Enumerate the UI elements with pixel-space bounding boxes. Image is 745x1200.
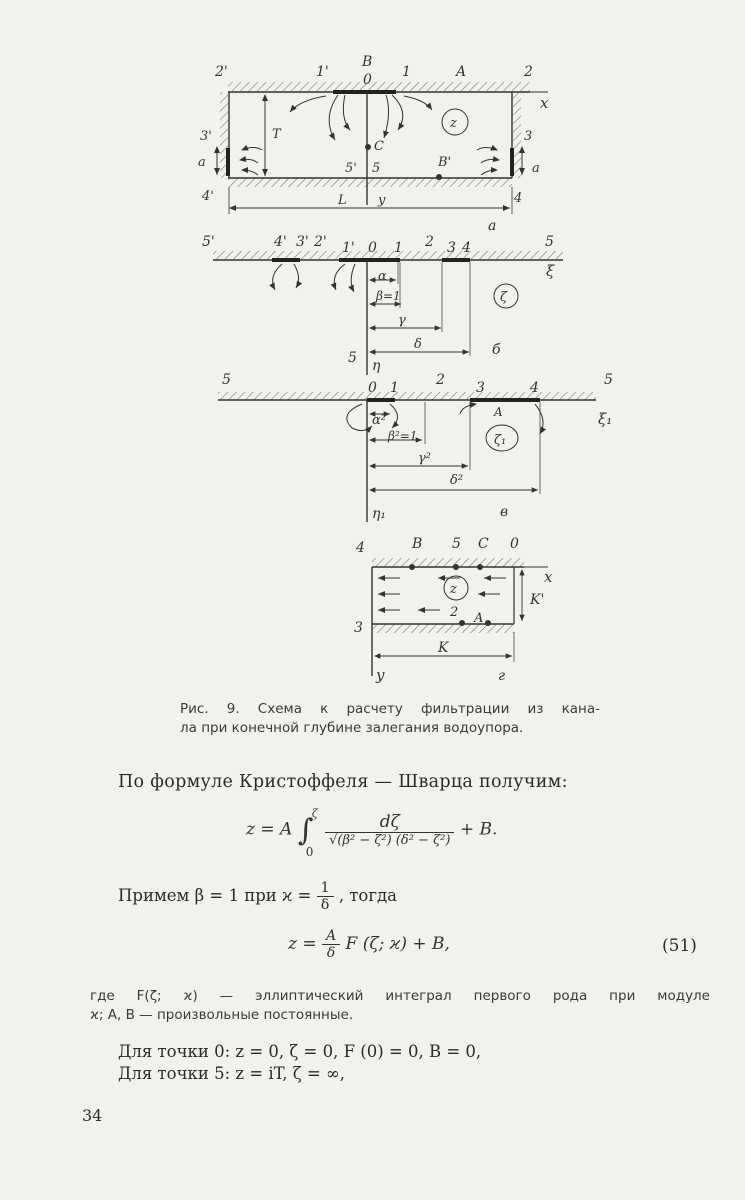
b-label-0: 0 [368, 240, 377, 256]
caption-line-1: Рис. 9. Схема к расчету фильтрации из кана- [180, 701, 600, 717]
eq2-num: A [322, 928, 340, 945]
where-clause [90, 987, 710, 1025]
assume-den: δ [320, 897, 330, 913]
c-label-3: 3 [476, 380, 485, 396]
label-1: 1 [402, 64, 411, 80]
integral-lower-limit: 0 [305, 844, 314, 859]
assume-post: , тогда [338, 886, 398, 905]
panel-b [202, 234, 563, 375]
axis-eta: η [372, 358, 381, 374]
b-label-2prime: 2' [314, 234, 327, 250]
integral-sign: ∫ ζ 0 [297, 806, 318, 859]
d-label-5: 5 [452, 536, 461, 552]
label-Bprime: B' [438, 155, 452, 170]
label-B: B [362, 54, 373, 70]
region-z-circle: z [450, 116, 457, 131]
b-label-5prime: 5' [202, 234, 215, 250]
b-label-1: 1 [394, 240, 403, 256]
d-label-K: K [438, 640, 449, 656]
panel-letter-d: г [498, 668, 506, 684]
c-label-A: A [494, 405, 503, 419]
axis-xi1: ξ₁ [598, 410, 613, 428]
label-T: T [272, 127, 281, 142]
dim-alpha: α [378, 269, 387, 284]
assume-pre: Примем β = 1 при ϰ = [118, 886, 312, 905]
d-axis-x: x [544, 568, 553, 586]
region-zeta1-circle: ζ₁ [494, 433, 507, 448]
label-3: 3 [524, 129, 533, 144]
assume-num: 1 [317, 880, 334, 897]
where-line-2: ϰ; A, B — произвольные постоянные. [90, 1007, 354, 1023]
label-C: C [374, 139, 384, 154]
c-label-4: 4 [530, 380, 539, 396]
c-label-5-left: 5 [222, 372, 231, 388]
eq2-fraction [322, 928, 340, 961]
c-label-0: 0 [368, 380, 377, 396]
label-5: 5 [372, 161, 381, 176]
dim-gamma2: γ² [418, 451, 431, 466]
b-label-2: 2 [425, 234, 434, 250]
label-5prime: 5' [345, 161, 357, 176]
point-5-condition: Для точки 5: z = iT, ζ = ∞, [118, 1064, 345, 1083]
b-label-4prime: 4' [274, 234, 287, 250]
b-label-3prime: 3' [296, 234, 309, 250]
d-label-A: A [474, 611, 484, 626]
figure-caption [180, 700, 600, 738]
eq2-lhs: z = [288, 934, 317, 954]
label-4: 4 [514, 191, 523, 206]
panel-letter-a: a [488, 218, 497, 234]
label-L: L [338, 193, 347, 208]
d-label-Kprime: K' [530, 592, 545, 608]
label-a-left: a [198, 155, 206, 170]
d-label-4: 4 [356, 540, 365, 556]
d-label-C: C [478, 536, 489, 552]
b-label-5-bottom: 5 [348, 350, 357, 366]
eq1-numerator: dζ [325, 812, 454, 833]
eq1-rhs: + B. [459, 819, 498, 840]
equation-51 [288, 928, 450, 961]
assumption-line [118, 880, 397, 913]
panel-d [354, 536, 553, 684]
axis-eta1: η₁ [372, 506, 386, 522]
c-label-1: 1 [390, 380, 399, 396]
label-y: y [378, 193, 386, 208]
equation-number: (51) [662, 936, 697, 956]
integral-upper-limit: ζ [311, 806, 318, 820]
b-label-4: 4 [462, 240, 471, 256]
label-2: 2 [524, 64, 533, 80]
eq1-fraction [325, 812, 454, 848]
panel-c [218, 372, 613, 522]
eq1-lhs: z = A [246, 819, 293, 840]
d-region-z-circle: z [450, 582, 457, 597]
label-0: 0 [363, 72, 372, 88]
panel-a [198, 54, 549, 234]
d-label-3: 3 [354, 620, 363, 636]
assume-fraction [317, 880, 334, 913]
panel-letter-c: в [500, 504, 509, 520]
dim-delta: δ [414, 337, 422, 352]
panel-letter-b: б [492, 342, 501, 358]
c-label-5-right: 5 [604, 372, 613, 388]
caption-line-2: ла при конечной глубине залегания водоупора. [180, 720, 524, 736]
d-axis-y: y [376, 666, 385, 684]
dim-delta2: δ² [450, 473, 464, 488]
b-label-1prime: 1' [342, 240, 355, 256]
axis-x: x [540, 94, 549, 112]
region-zeta-circle: ζ [500, 290, 508, 305]
dim-beta: β=1 [376, 289, 401, 303]
where-line-1: где F(ζ; ϰ) — эллиптический интеграл первого рода при модуле [90, 988, 710, 1004]
label-4prime: 4' [202, 189, 214, 204]
eq2-den: δ [326, 945, 336, 961]
d-label-B: B [412, 536, 423, 552]
d-label-0: 0 [510, 536, 519, 552]
eq1-denominator: √(β² − ζ²) (δ² − ζ²) [329, 833, 451, 848]
axis-xi: ξ [546, 262, 555, 280]
label-A: A [456, 64, 467, 80]
label-1prime: 1' [316, 64, 329, 80]
dim-gamma: γ [398, 313, 406, 328]
lead-sentence: По формуле Кристоффеля — Шварца получим: [118, 772, 568, 792]
point-0-condition: Для точки 0: z = 0, ζ = 0, F (0) = 0, B = 0, [118, 1042, 482, 1061]
d-label-2: 2 [450, 605, 459, 620]
label-3prime: 3' [200, 129, 212, 144]
c-label-2: 2 [436, 372, 445, 388]
label-a-right: a [532, 161, 540, 176]
b-label-3: 3 [447, 240, 456, 256]
dim-alpha2: α² [372, 413, 386, 428]
b-label-5: 5 [545, 234, 554, 250]
label-2prime: 2' [215, 64, 228, 80]
page-number: 34 [82, 1106, 103, 1125]
eq2-rhs: F (ζ; ϰ) + B, [345, 934, 450, 954]
equation-christoffel-schwarz [246, 806, 498, 859]
dim-beta2: β²=1 [388, 429, 418, 443]
